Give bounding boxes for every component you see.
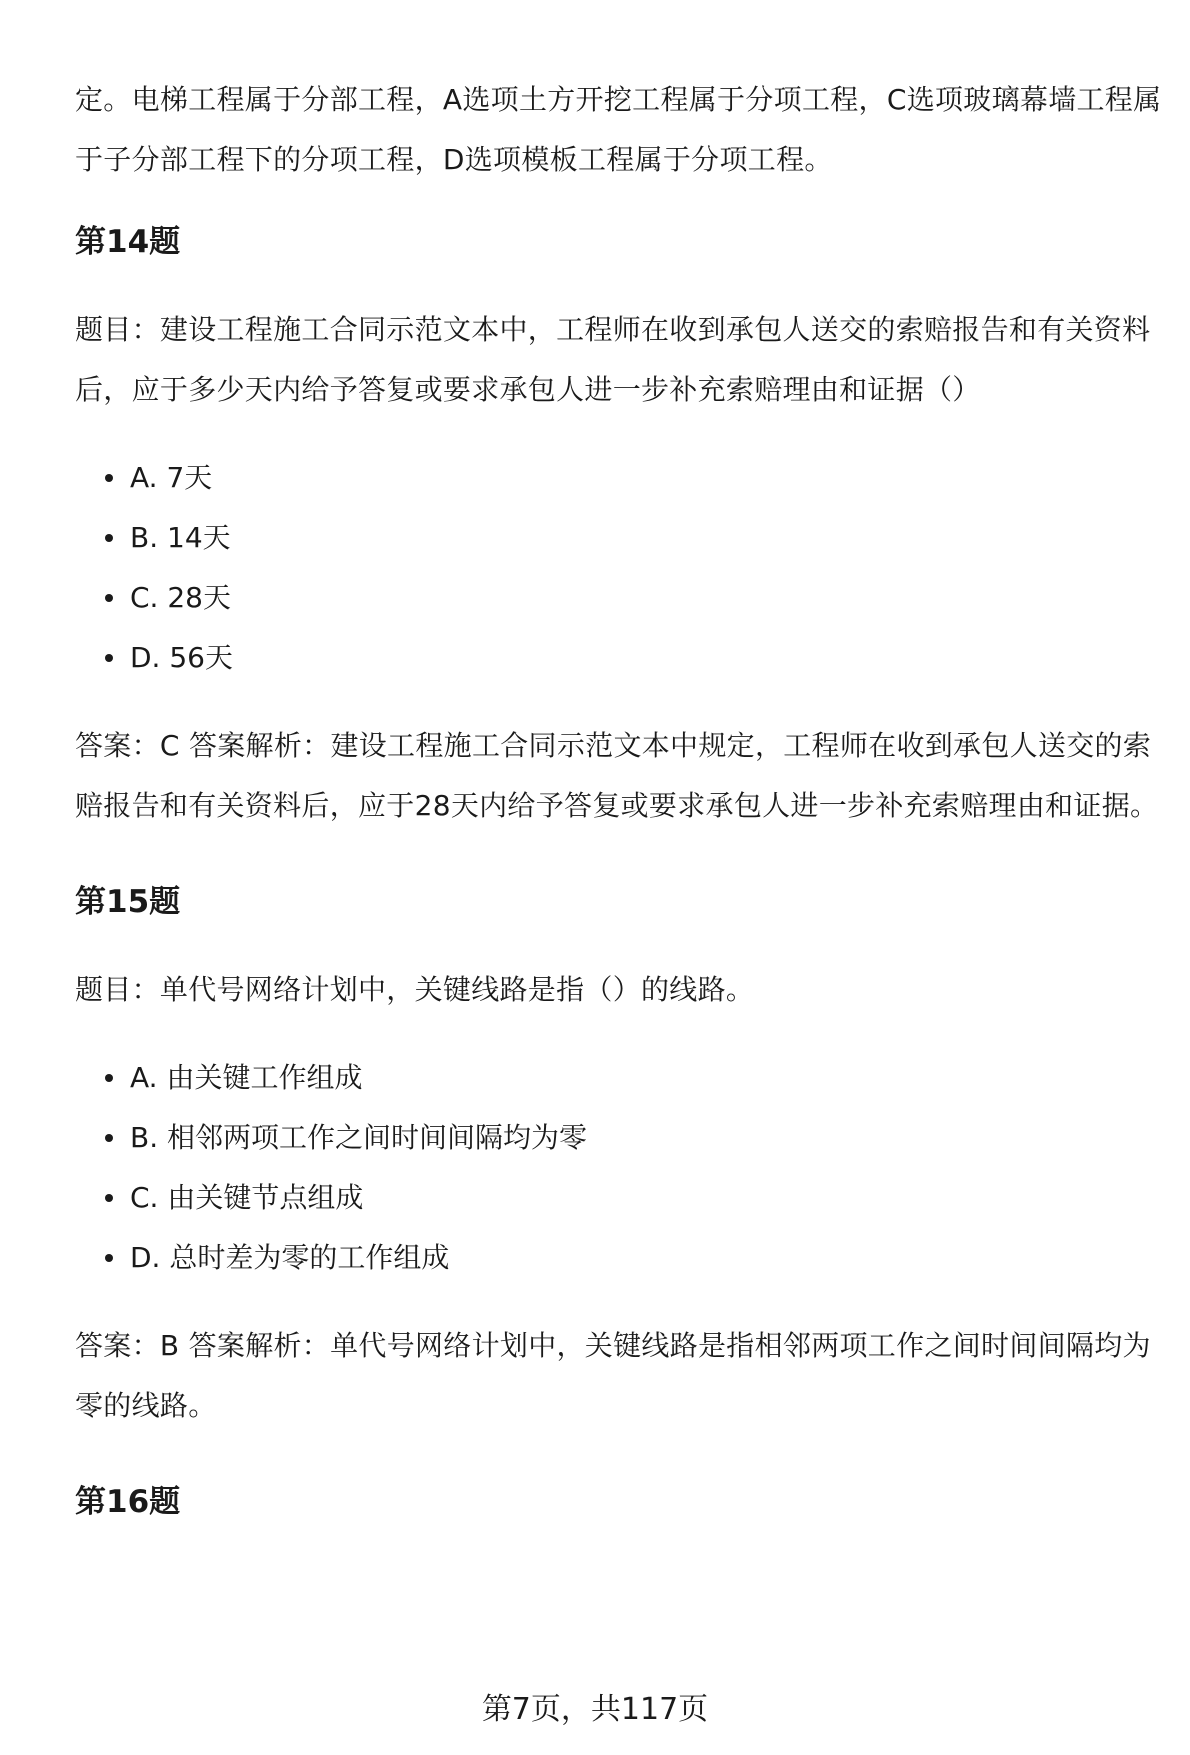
bullet-icon — [105, 534, 113, 542]
question-16-heading: 第16题 — [75, 1484, 181, 1520]
bullet-icon — [105, 1194, 113, 1202]
intro-paragraph: 定。电梯工程属于分部工程，A选项土方开挖工程属于分项工程，C选项玻璃幕墙工程属于子分部工程下的分项工程，D选项模板工程属于分项工程。 — [75, 83, 1162, 176]
question-15-options — [75, 1048, 1175, 1288]
option-label: A. 由关键工作组成 — [130, 1061, 363, 1094]
bullet-icon — [105, 594, 113, 602]
option-item — [75, 1228, 1175, 1288]
question-14-answer: 答案：C 答案解析：建设工程施工合同示范文本中规定，工程师在收到承包人送交的索赔报告和有关资料后，应于28天内给予答复或要求承包人进一步补充索赔理由和证据。 — [75, 729, 1159, 822]
bullet-icon — [105, 1254, 113, 1262]
question-14-options — [75, 448, 1175, 688]
option-label: D. 总时差为零的工作组成 — [130, 1241, 450, 1274]
option-label: D. 56天 — [130, 641, 233, 674]
option-label: C. 由关键节点组成 — [130, 1181, 364, 1214]
bullet-icon — [105, 474, 113, 482]
question-15-text: 题目：单代号网络计划中，关键线路是指（）的线路。 — [75, 973, 755, 1006]
option-label: C. 28天 — [130, 581, 231, 614]
question-15-heading: 第15题 — [75, 884, 181, 920]
option-label: A. 7天 — [130, 461, 213, 494]
option-label: B. 14天 — [130, 521, 231, 554]
option-item — [75, 628, 1175, 688]
option-item — [75, 1048, 1175, 1108]
option-item — [75, 1168, 1175, 1228]
option-item — [75, 508, 1175, 568]
option-item — [75, 448, 1175, 508]
question-14-text: 题目：建设工程施工合同示范文本中，工程师在收到承包人送交的索赔报告和有关资料后，应于多少天内给予答复或要求承包人进一步补充索赔理由和证据（） — [75, 313, 1151, 406]
question-15-answer: 答案：B 答案解析：单代号网络计划中，关键线路是指相邻两项工作之间时间间隔均为零的线路。 — [75, 1329, 1151, 1422]
bullet-icon — [105, 1134, 113, 1142]
option-label: B. 相邻两项工作之间时间间隔均为零 — [130, 1121, 588, 1154]
option-item — [75, 568, 1175, 628]
page-number-footer: 第7页，共117页 — [481, 1692, 709, 1727]
option-item — [75, 1108, 1175, 1168]
page-content — [75, 70, 1175, 1522]
bullet-icon — [105, 654, 113, 662]
question-14-heading: 第14题 — [75, 224, 181, 260]
bullet-icon — [105, 1074, 113, 1082]
